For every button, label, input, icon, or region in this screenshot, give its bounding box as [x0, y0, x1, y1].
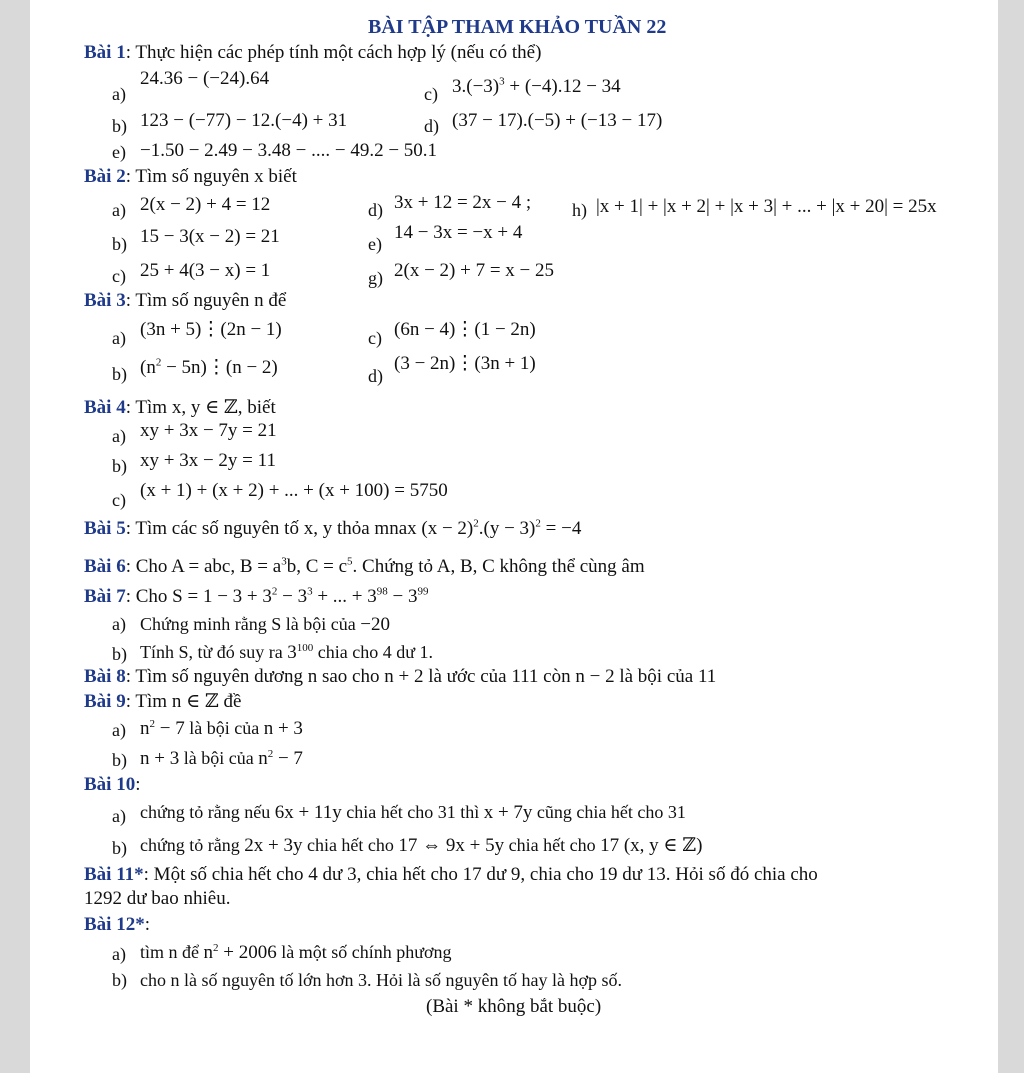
label-7a: a): [112, 614, 126, 634]
expr-3c: (6n − 4)⋮(1 − 2n): [394, 319, 536, 340]
worksheet-page: [30, 0, 998, 1073]
label-1b: b): [112, 116, 127, 136]
exercise-1-heading: Bài 1: Thực hiện các phép tính một cách hợp lý (nếu có thể): [84, 42, 542, 63]
page-title: BÀI TẬP THAM KHẢO TUẦN 22: [368, 16, 667, 38]
label-3b: b): [112, 364, 127, 384]
expr-3d: (3 − 2n)⋮(3n + 1): [394, 353, 536, 374]
label-10a: a): [112, 806, 126, 826]
expr-2c: 25 + 4(3 − x) = 1: [140, 260, 271, 281]
exercise-6: Bài 6: Cho A = abc, $B = a^3b$, $C = c^5$. Chứng tỏ A, B, C không thể cùng âm: [84, 555, 645, 577]
text-7a: Chứng minh rằng S là bội của −20: [140, 614, 390, 635]
expr-2a: 2(x − 2) + 4 = 12: [140, 194, 271, 215]
exercise-3-heading: Bài 3: Tìm số nguyên n để: [84, 290, 287, 311]
expr-4a: xy + 3x − 7y = 21: [140, 420, 277, 441]
label-1c: c): [424, 84, 438, 104]
text-10a: chứng tỏ rằng nếu 6x + 11y chia hết cho 31 thì x + 7y cũng chia hết cho 31: [140, 802, 686, 823]
expr-1b: 123 − (−77) − 12.(−4) + 31: [140, 110, 348, 131]
expr-4c: (x + 1) + (x + 2) + ... + (x + 100) = 5750: [140, 480, 448, 501]
expr-1d: (37 − 17).(−5) + (−13 − 17): [452, 110, 663, 131]
label-4c: c): [112, 490, 126, 510]
footnote: (Bài * không bắt buộc): [426, 996, 602, 1017]
expr-1a: 24.36 − (−24).64: [140, 68, 270, 89]
expr-2d: 3x + 12 = 2x − 4 ;: [394, 192, 532, 213]
label-1d: d): [424, 116, 439, 136]
exercise-7: Bài 7: Cho $S = 1 - 3 + 3^2 - 3^3$ + ... + $3^{98} - 3^{99}$: [84, 585, 429, 607]
expr-3b: ($n^2$ − 5n)⋮(n − 2): [140, 356, 278, 378]
expr-2e: 14 − 3x = −x + 4: [394, 222, 523, 243]
label-4a: a): [112, 426, 126, 446]
exercise-9-heading: Bài 9: Tìm n ∈ ℤ đề: [84, 691, 242, 712]
expr-3a: (3n + 5)⋮(2n − 1): [140, 319, 282, 340]
label-2h: h): [572, 200, 587, 220]
label-9a: a): [112, 720, 126, 740]
label-9b: b): [112, 750, 127, 770]
label-7b: b): [112, 644, 127, 664]
label-1e: e): [112, 142, 126, 162]
exercise-4-heading: Bài 4: Tìm x, y ∈ ℤ, biết: [84, 397, 276, 418]
expr-1c: $3.(-3)^3 + (-4).12 - 34$: [452, 75, 621, 97]
exercise-12-heading: Bài 12*:: [84, 914, 150, 935]
exercise-8: Bài 8: Tìm số nguyên dương n sao cho n + 2 là ước của 111 còn n − 2 là bội của 11: [84, 666, 717, 687]
label-10b: b): [112, 838, 127, 858]
label-3d: d): [368, 366, 383, 386]
expr-2h: |x + 1| + |x + 2| + |x + 3| + ... + |x + 20| = 25x: [596, 196, 937, 217]
text-9a: $n^2 - 7$ là bội của n + 3: [140, 718, 303, 739]
exercise-5: Bài 5: Tìm các số nguyên tố x, y thỏa mnax $(x - 2)^2.(y - 3)^2 = -4$: [84, 517, 582, 539]
expr-4b: xy + 3x − 2y = 11: [140, 450, 276, 471]
text-12a: tìm n để $n^2 + 2006$ là một số chính phương: [140, 942, 452, 963]
exercise-10-heading: Bài 10:: [84, 774, 141, 795]
expr-1e: −1.50 − 2.49 − 3.48 − .... − 49.2 − 50.1: [140, 140, 438, 161]
expr-2b: 15 − 3(x − 2) = 21: [140, 226, 280, 247]
exercise-2-heading: Bài 2: Tìm số nguyên x biết: [84, 166, 297, 187]
label-4b: b): [112, 456, 127, 476]
label-12a: a): [112, 944, 126, 964]
text-10b: chứng tỏ rằng 2x + 3y chia hết cho 17 ⇔ 9x + 5y chia hết cho 17 (x, y ∈ ℤ): [140, 835, 703, 856]
label-2a: a): [112, 200, 126, 220]
text-12b: cho n là số nguyên tố lớn hơn 3. Hỏi là số nguyên tố hay là hợp số.: [140, 970, 623, 990]
label-2d: d): [368, 200, 383, 220]
label-2c: c): [112, 266, 126, 286]
label-3c: c): [368, 328, 382, 348]
label-2g: g): [368, 268, 383, 288]
label-2b: b): [112, 234, 127, 254]
exercise-11: Bài 11*: Một số chia hết cho 4 dư 3, chia hết cho 17 dư 9, chia cho 19 dư 13. Hỏi số đó chia cho: [84, 864, 818, 885]
label-12b: b): [112, 970, 127, 990]
label-3a: a): [112, 328, 126, 348]
label-1a: a): [112, 84, 126, 104]
exercise-11-cont: 1292 dư bao nhiêu.: [84, 888, 231, 909]
text-7b: Tính S, từ đó suy ra $3^{100}$ chia cho 4 dư 1.: [140, 642, 433, 663]
label-2e: e): [368, 234, 382, 254]
text-9b: n + 3 là bội của $n^2 - 7$: [140, 748, 303, 769]
expr-2g: 2(x − 2) + 7 = x − 25: [394, 260, 555, 281]
